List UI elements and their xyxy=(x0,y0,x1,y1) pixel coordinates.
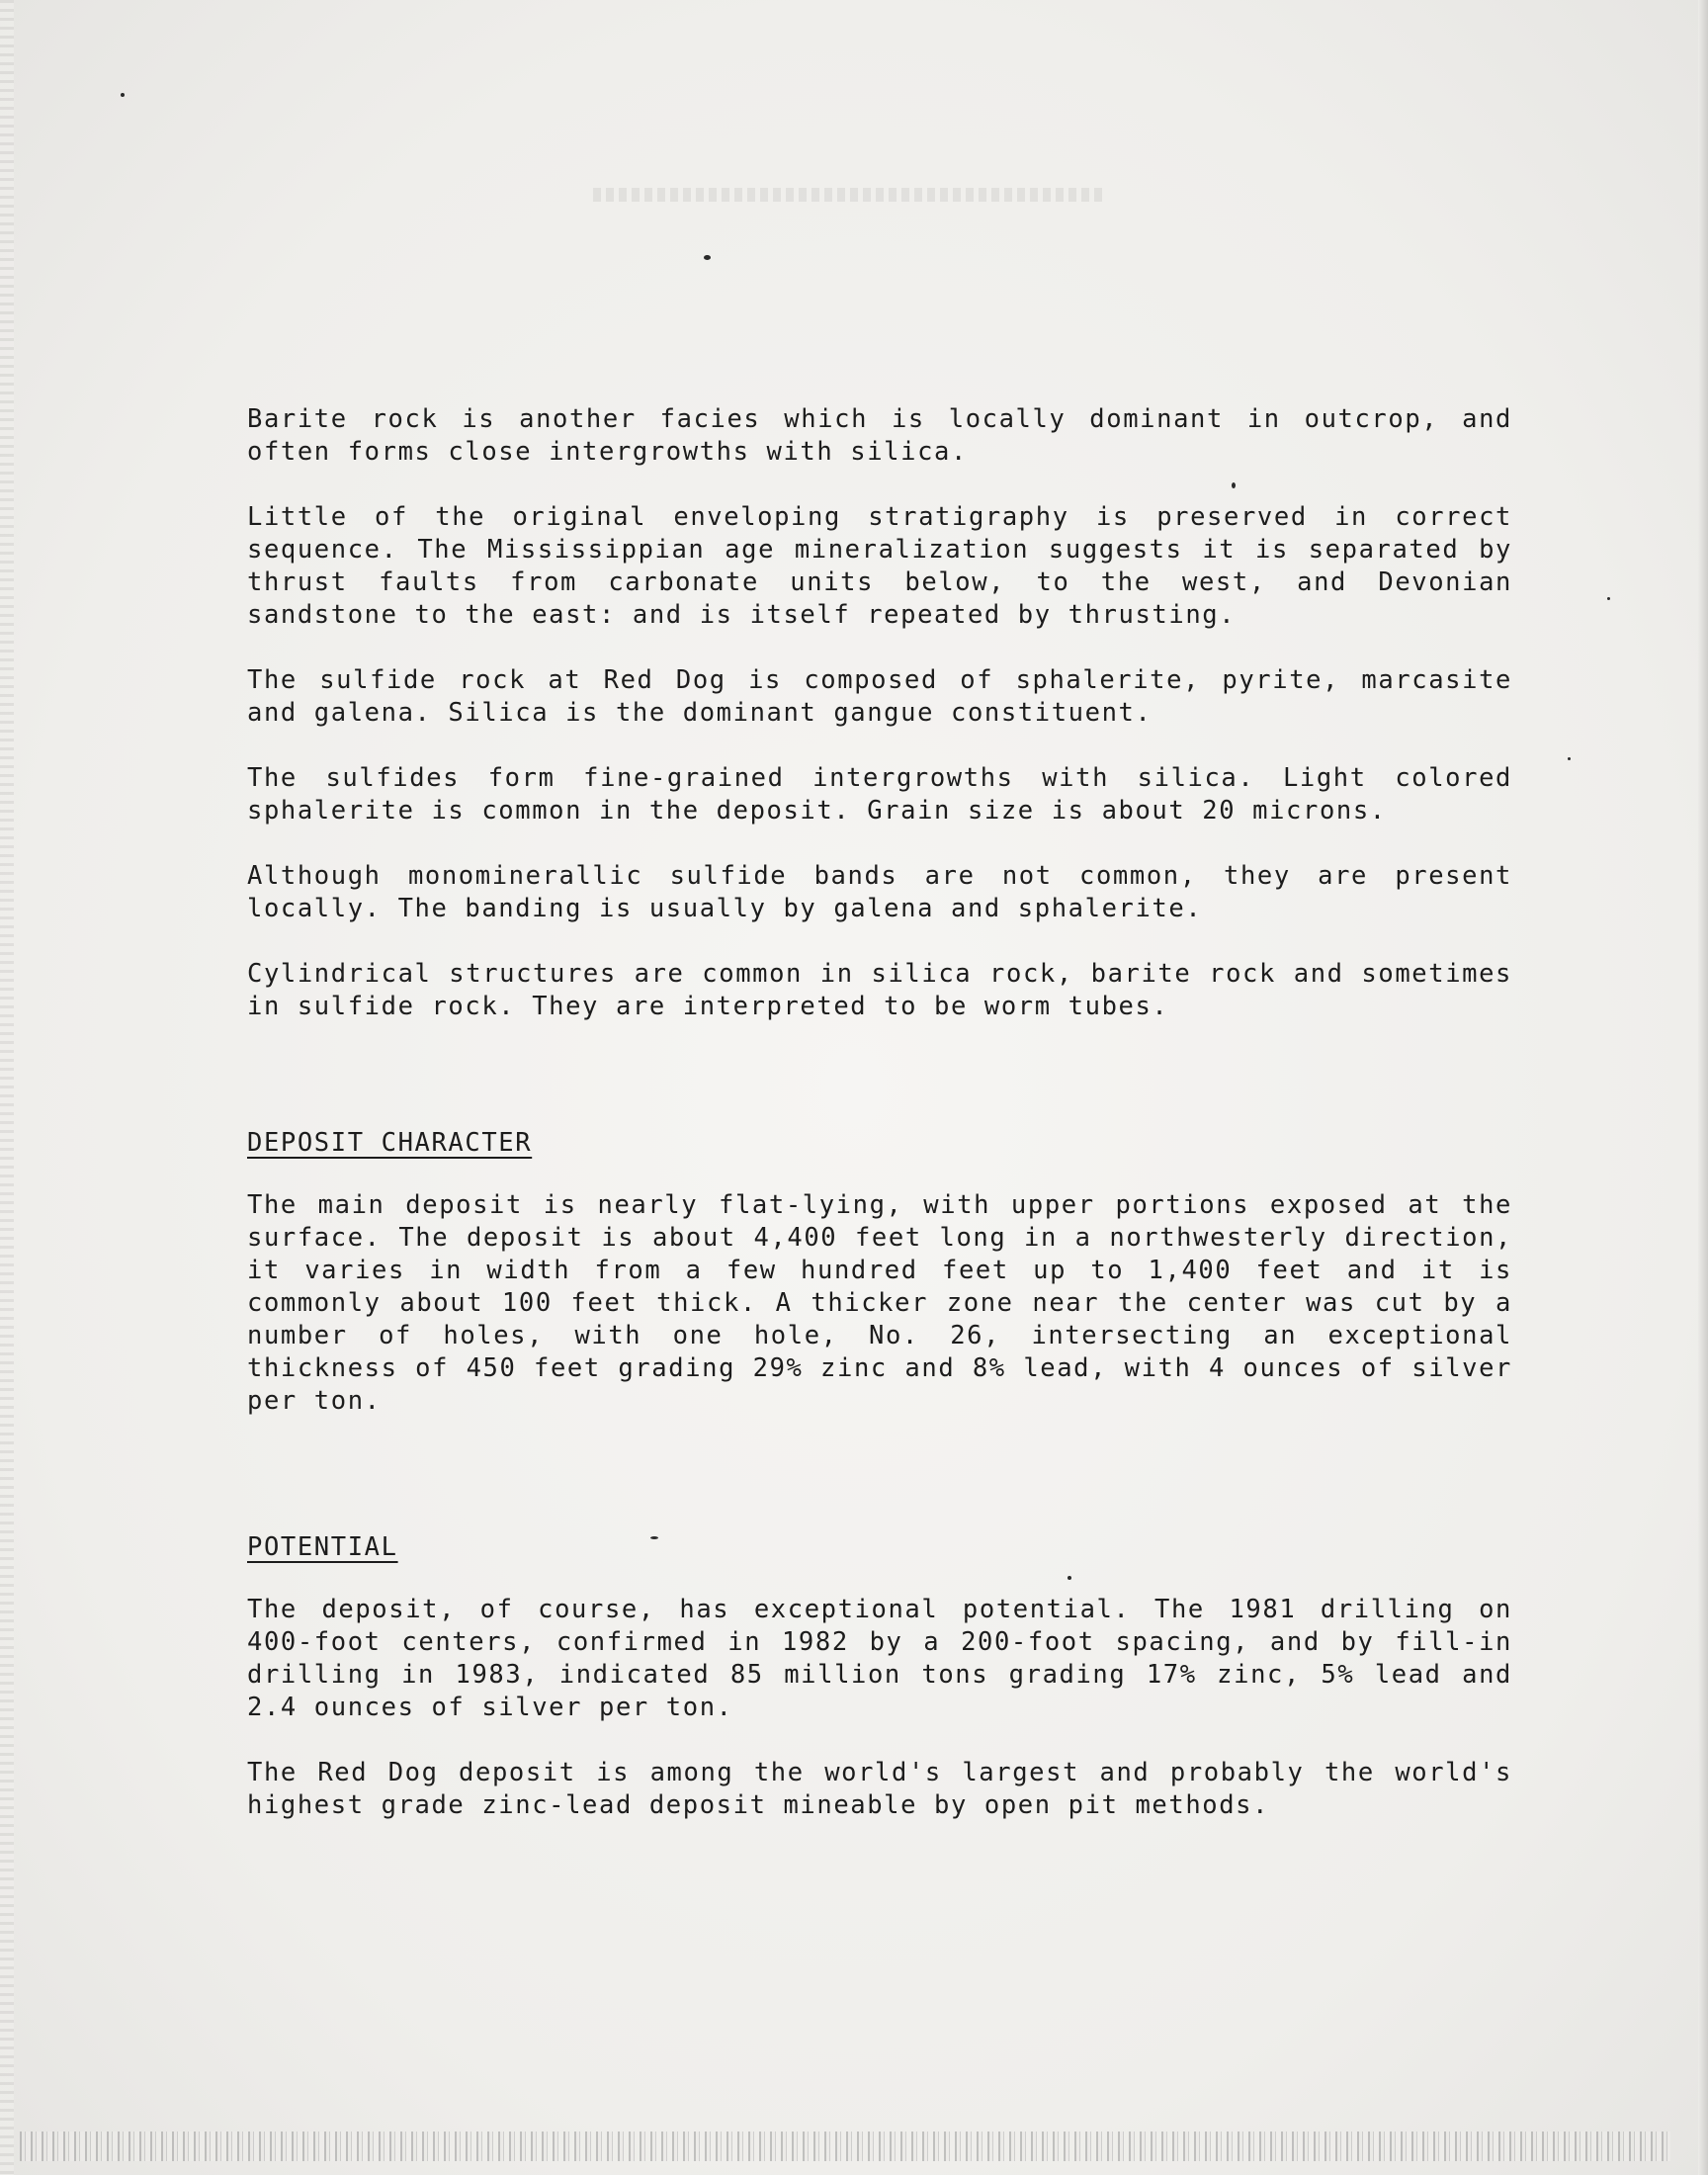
paragraph-stratigraphy: Little of the original enveloping stratigraphy is preserved in correct sequence. The Mississippian age mineralization suggests it is separated by thrust faults from carbonate units below, to the west, and Devonian sandstone to the east: and is itself repeated by thrusting. xyxy=(247,502,1512,630)
paragraph-banding: Although monominerallic sulfide bands are not common, they are present locally. The banding is usually by galena and sphalerite. xyxy=(247,861,1512,923)
section-spacer xyxy=(247,1450,1512,1531)
paragraph-red-dog-ranking: The Red Dog deposit is among the world's largest and probably the world's highest grade zinc-lead deposit mineable by open pit methods. xyxy=(247,1758,1512,1820)
scan-speck xyxy=(1568,757,1571,760)
scan-bottom-noise xyxy=(20,2132,1670,2161)
section-spacer xyxy=(247,1056,1512,1127)
paragraph-sulfides-intergrowths: The sulfides form fine-grained intergrowths with silica. Light colored sphalerite is common in the deposit. Grain size is about 20 microns. xyxy=(247,763,1512,826)
scan-speck xyxy=(1607,597,1610,600)
document-body xyxy=(247,403,1512,1855)
faint-bleedthrough-header xyxy=(593,188,1107,202)
scan-speck xyxy=(704,255,711,260)
heading-deposit-character: DEPOSIT CHARACTER xyxy=(247,1128,533,1158)
paragraph-deposit-character: The main deposit is nearly flat-lying, with upper portions exposed at the surface. The deposit is about 4,400 feet long in a northwesterly direction, it varies in width from a few hundred feet up to 1,400 feet and it is commonly about 100 feet thick. A thicker zone near the center was cut by a number of holes, with one hole, No. 26, intersecting an exceptional thickness of 450 feet grading 29% zinc and 8% lead, with 4 ounces of silver per ton. xyxy=(247,1190,1512,1416)
scan-right-edge xyxy=(1698,0,1708,2175)
scan-speck xyxy=(121,93,125,97)
paragraph-sulfide-rock: The sulfide rock at Red Dog is composed of sphalerite, pyrite, marcasite and galena. Silica is the dominant gangue constituent. xyxy=(247,665,1512,728)
paragraph-worm-tubes: Cylindrical structures are common in silica rock, barite rock and sometimes in sulfide rock. They are interpreted to be worm tubes. xyxy=(247,959,1512,1021)
heading-potential: POTENTIAL xyxy=(247,1532,398,1562)
scan-left-edge xyxy=(0,0,14,2175)
paragraph-barite: Barite rock is another facies which is locally dominant in outcrop, and often forms close intergrowths with silica. xyxy=(247,404,1512,467)
paragraph-potential: The deposit, of course, has exceptional potential. The 1981 drilling on 400-foot centers, confirmed in 1982 by a 200-foot spacing, and by fill-in drilling in 1983, indicated 85 million tons grading 17% zinc, 5% lead and 2.4 ounces of silver per ton. xyxy=(247,1595,1512,1722)
